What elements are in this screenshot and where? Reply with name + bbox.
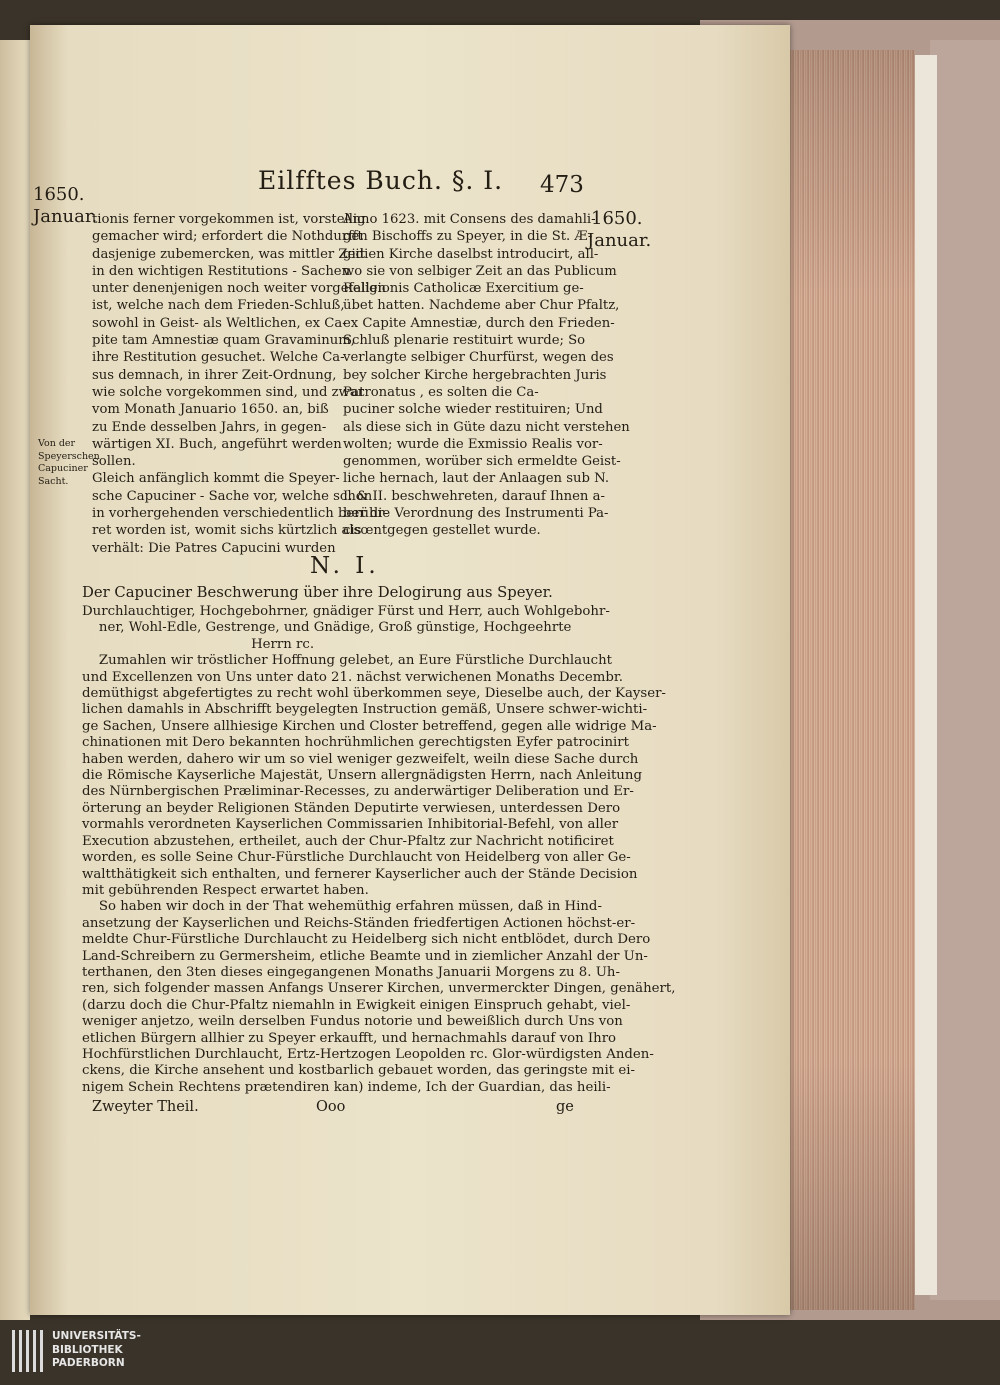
margin-note-line: Sacht. (38, 475, 69, 487)
text-line: vom Monath Januario 1650. an, biß (92, 402, 329, 418)
body-line: etlichen Bürgern allhier zu Speyer erkaufft, und hernachmahls darauf von Ihro (82, 1030, 617, 1046)
letter-body (82, 604, 676, 1096)
body-line: vormahls verordneten Kayserlichen Commissarien Inhibitorial-Befehl, von aller (82, 817, 619, 833)
text-line: verlangte selbiger Churfürst, wegen des (343, 350, 614, 366)
text-line: cis entgegen gestellet wurde. (343, 523, 541, 539)
section-subtitle: Der Capuciner Beschwerung über ihre Delogirung aus Speyer. (82, 584, 553, 601)
text-line: Religionis Catholicæ Exercitium ge- (343, 281, 584, 297)
text-line: sus demnach, in ihrer Zeit-Ordnung, (92, 367, 337, 383)
text-line: zu Ende desselben Jahrs, in gegen- (92, 419, 327, 435)
text-line: I. & II. beschwehreten, darauf Ihnen a- (343, 488, 605, 504)
body-line: Execution abzustehen, ertheilet, auch der Chur-Pfaltz zur Nachricht notificiret (82, 833, 614, 849)
body-line: lichen damahls in Abschrifft beygelegten Instruction gemäß, Unsere schwer-wichti- (82, 702, 648, 718)
text-line: übet hatten. Nachdeme aber Chur Pfaltz, (343, 298, 620, 314)
library-logo-icon (12, 1330, 44, 1372)
text-line: wo sie von selbiger Zeit an das Publicum (343, 263, 617, 279)
text-line: wie solche vorgekommen sind, und zwar (92, 384, 364, 400)
text-line: genommen, worüber sich ermeldte Geist- (343, 454, 621, 470)
page-edges-shadow (780, 50, 915, 1310)
left-page-edge (0, 40, 30, 1320)
text-line: unter denenjenigen noch weiter vorgefallen (92, 281, 386, 297)
right-margin-year: 1650. (591, 208, 643, 229)
body-line: Herrn rc. (82, 636, 315, 652)
text-line: gen Bischoffs zu Speyer, in die St. Æ- (343, 229, 593, 245)
section-title: N. I. (310, 553, 380, 579)
text-line: puciner solche wieder restituiren; Und (343, 402, 603, 418)
body-line: haben werden, dahero wir um so viel weniger gezweifelt, weiln diese Sache durch (82, 751, 639, 767)
text-line: verhält: Die Patres Capucini wurden (92, 540, 336, 556)
text-line: dasjenige zubemercken, was mittler Zeit (92, 246, 365, 262)
text-line: ret worden ist, womit sichs kürtzlich also (92, 523, 369, 539)
body-line: ner, Wohl-Edle, Gestrenge, und Gnädige, Groß günstige, Hochgeehrte (82, 620, 572, 636)
running-header-title: Eilfftes Buch. §. I. (258, 166, 504, 195)
body-line: worden, es solle Seine Chur-Fürstliche Durchlaucht von Heidelberg von aller Ge- (82, 850, 631, 866)
left-margin-month: Januar. (33, 206, 98, 227)
body-line: ge Sachen, Unsere allhiesige Kirchen und Closter betreffend, gegen alle widrige Ma- (82, 718, 657, 734)
text-line: ihre Restitution gesuchet. Welche Ca- (92, 350, 345, 366)
body-line: terthanen, den 3ten dieses eingegangenen Monaths Januarii Morgens zu 8. Uh- (82, 964, 620, 980)
body-line: chinationen mit Dero bekannten hochrühmlichen gerechtigsten Eyfer patrocinirt (82, 735, 629, 751)
right-margin-month: Januar. (587, 230, 652, 251)
margin-note-line: Capuciner (38, 463, 88, 474)
body-line: Zumahlen wir tröstlicher Hoffnung gelebet, an Eure Fürstliche Durchlaucht (82, 653, 612, 669)
text-line: in vorhergehenden verschiedentlich berühr- (92, 506, 389, 522)
text-line: Gleich anfänglich kommt die Speyer- (92, 471, 340, 487)
body-line: ren, sich folgender massen Anfangs Unserer Kirchen, unvermerckter Dingen, genähert, (82, 981, 676, 997)
body-line: nigem Schein Rechtens prætendiren kan) indeme, Ich der Guardian, das heili- (82, 1079, 611, 1095)
text-line: tionis ferner vorgekommen ist, vorstellig (92, 212, 366, 227)
margin-note (38, 438, 100, 488)
left-margin-year: 1650. (33, 184, 85, 205)
body-line: Land-Schreibern zu Germersheim, etliche Beamte und in ziemlicher Anzahl der Un- (82, 948, 648, 964)
body-line: So haben wir doch in der That wehemüthig erfahren müssen, daß in Hind- (82, 899, 602, 915)
body-line: Durchlauchtiger, Hochgebohrner, gnädiger Fürst und Herr, auch Wohlgebohr- (82, 604, 610, 619)
body-line: ansetzung der Kayserlichen und Reichs-Ständen friedfertigen Actionen höchst-er- (82, 915, 636, 931)
body-line: weniger anjetzo, weiln derselben Fundus notorie und beweißlich durch Uns von (82, 1014, 623, 1030)
body-line: meldte Chur-Fürstliche Durchlaucht zu Heidelberg sich nicht entblödet, durch Dero (82, 932, 651, 948)
text-line: ber die Verordnung des Instrumenti Pa- (343, 506, 609, 522)
body-line: des Nürnbergischen Præliminar-Recesses, zu anderwärtiger Deliberation und Er- (82, 784, 634, 800)
text-line: ist, welche nach dem Frieden-Schluß, (92, 298, 345, 314)
background-board-right (930, 40, 1000, 1300)
text-line: als diese sich in Güte dazu nicht verstehen (343, 419, 630, 435)
body-line: und Excellenzen von Uns unter dato 21. nächst verwichenen Monaths Decembr. (82, 669, 623, 685)
body-line: waltthätigkeit sich enthalten, und fernerer Kayserlicher auch der Stände Decision (82, 866, 638, 882)
logo-text-line: PADERBORN (52, 1357, 125, 1369)
body-line: örterung an beyder Religionen Ständen Deputirte verwiesen, unterdessen Dero (82, 800, 621, 816)
footer-catchword: ge (556, 1099, 574, 1115)
left-text-column (92, 211, 389, 557)
text-line: Patronatus , es solten die Ca- (343, 384, 539, 400)
text-line: gemacher wird; erfordert die Nothdurfft (92, 229, 363, 245)
text-line: bey solcher Kirche hergebrachten Juris (343, 367, 607, 383)
text-line: liche hernach, laut der Anlaagen sub N. (343, 471, 610, 487)
text-line: in den wichtigen Restitutions - Sachen (92, 263, 351, 279)
text-line: wärtigen XI. Buch, angeführt werden (92, 436, 342, 452)
page-number: 473 (540, 172, 584, 198)
text-line: sowohl in Geist- als Weltlichen, ex Ca- (92, 315, 347, 331)
footer-volume: Zweyter Theil. (92, 1099, 199, 1115)
library-logo-text (52, 1330, 141, 1371)
text-line: ex Capite Amnestiæ, durch den Frieden- (343, 315, 615, 331)
body-line: (darzu doch die Chur-Pfaltz niemahln in Ewigkeit einigen Einspruch gehabt, viel- (82, 997, 631, 1013)
text-line: Anno 1623. mit Consens des damahli- (343, 212, 596, 227)
text-line: pite tam Amnestiæ quam Gravaminum, (92, 333, 355, 349)
body-line: mit gebührenden Respect erwartet haben. (82, 882, 369, 898)
margin-note-line: Von der (38, 438, 76, 449)
body-line: demüthigst abgefertigtes zu recht wohl überkommen seye, Dieselbe auch, der Kayser- (82, 686, 666, 702)
text-line: Schluß plenarie restituirt wurde; So (343, 333, 586, 349)
book-cover-edge (915, 55, 937, 1295)
logo-text-line: BIBLIOTHEK (52, 1343, 123, 1356)
text-line: sche Capuciner - Sache vor, welche schon (92, 488, 373, 504)
margin-note-line: Speyerschen (38, 450, 100, 462)
footer-signature: Ooo (316, 1099, 346, 1115)
text-line: gidien Kirche daselbst introducirt, all- (343, 246, 599, 262)
body-line: ckens, die Kirche ansehent und kostbarlich gebauet worden, das geringste mit ei- (82, 1063, 635, 1079)
text-line: wolten; wurde die Exmissio Realis vor- (343, 436, 603, 452)
logo-text-line: UNIVERSITÄTS- (52, 1330, 141, 1342)
body-line: die Römische Kayserliche Majestät, Unsern allergnädigsten Herrn, nach Anleitung (82, 768, 642, 784)
text-line: sollen. (92, 454, 136, 470)
body-line: Hochfürstlichen Durchlaucht, Ertz-Hertzogen Leopolden rc. Glor-würdigsten Anden- (82, 1046, 654, 1062)
